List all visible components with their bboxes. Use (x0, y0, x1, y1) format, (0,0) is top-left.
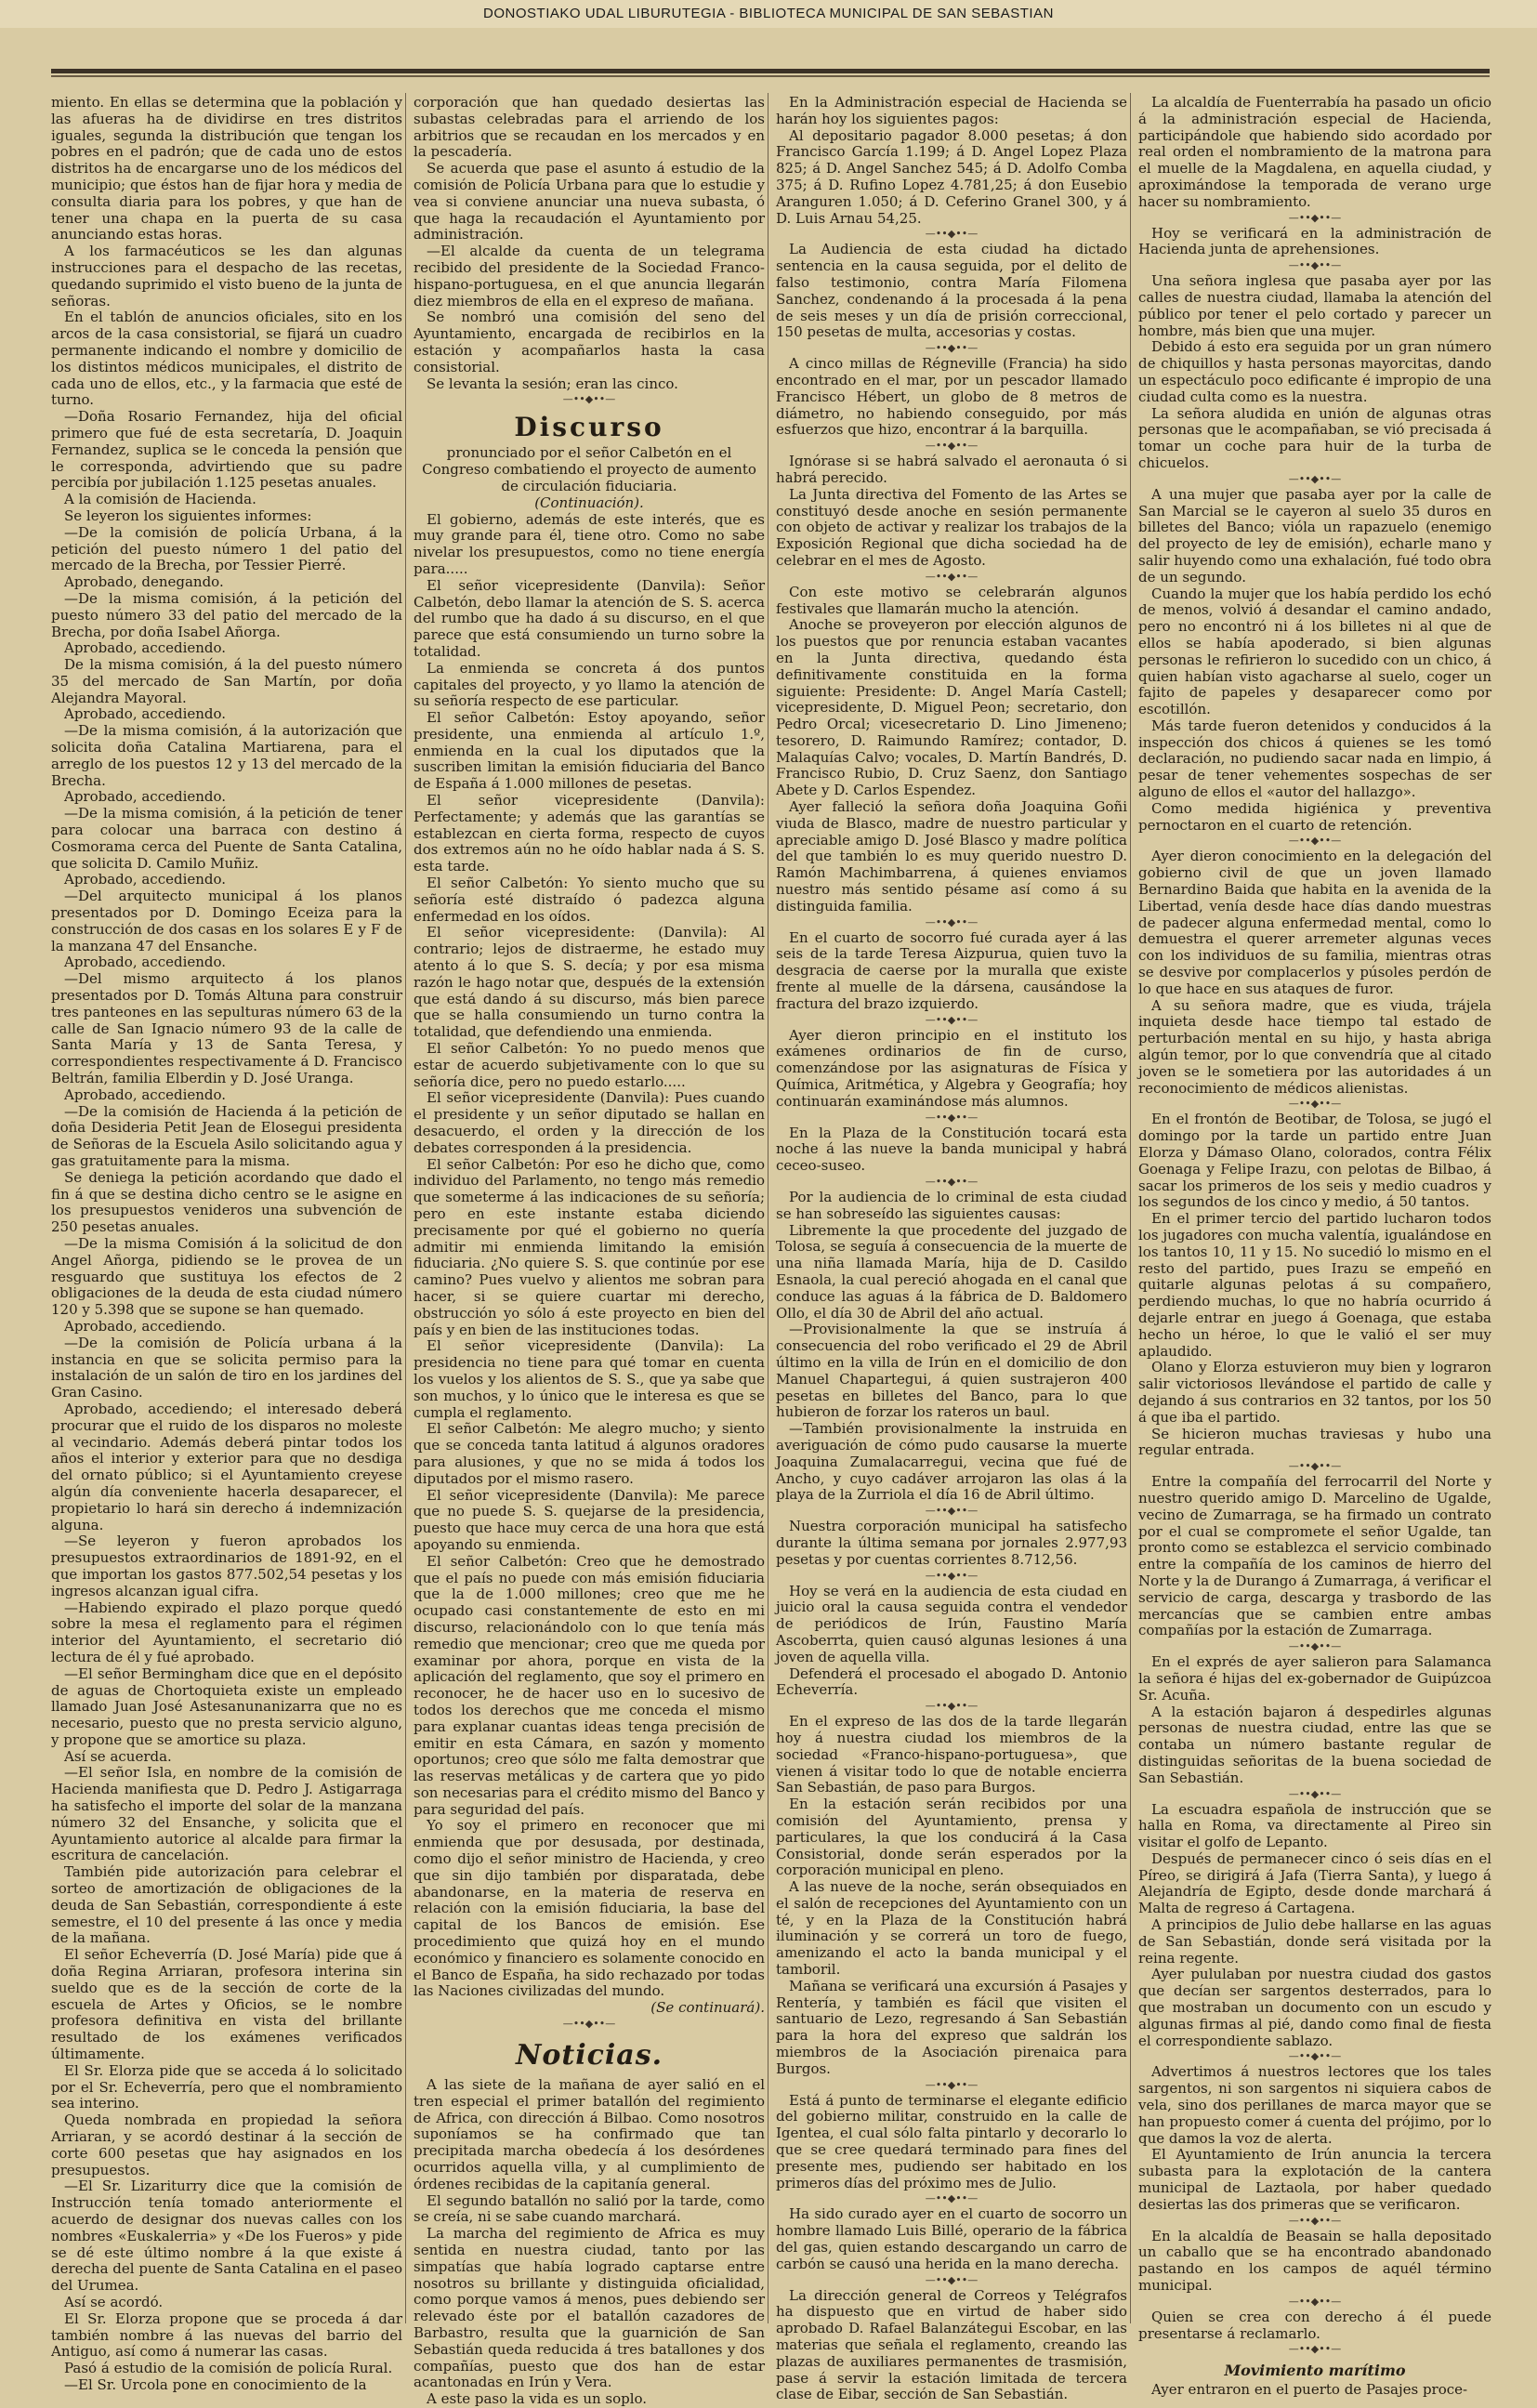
discurso-paragraph: El señor Calbetón: Me alegro mucho; y siento que se conceda tanta latitud á algunos oradores para alusiones, y que no se mida á todos los diputados por el mismo rasero. (414, 1420, 765, 1487)
item-separator: —••◆••— (925, 228, 979, 241)
discurso-paragraph: El señor vicepresidente (Danvila): Pues cuando el presidente y un señor diputado se hallan en desacuerdo, el orden y la dirección de los debates corresponden á la presidencia. (414, 1089, 765, 1156)
news-paragraph: A las siete de la mañana de ayer salió en el tren especial el primer batallón del regimiento de Africa, con dirección á Bilbao. Como nosotros suponíamos se ha confirmado que tan precipitada marcha obedecía á los desórdenes ocurridos aquella villa, y al cumplimiento de órdenes recibidas de la capitanía general. (414, 2076, 765, 2192)
article-paragraph: —De la misma Comisión á la solicitud de don Angel Añorga, pidiendo se le provea de un resguardo que sustituya los efectos de 2 obligaciones de la deuda de esta ciudad número 120 y 5.398 que se supone se han quemado. (51, 1234, 402, 1319)
news-item-paragraph: En el primer tercio del partido lucharon todos los jugadores con mucha valentía, igualándose en los tantos 10, 11 y 15. No sucedió lo mismo en el resto del partido, pues Irazu se empeñó en quitarle algunas pelotas á su compañero, perdiendo muchas, lo que no habría ocurrido á dejarle entrar en juego á Goenaga, que estaba hecho un héroe, lo que le valió el ser muy aplaudido. (1138, 1210, 1491, 1360)
news-item-paragraph: Libremente la que procedente del juzgado de Tolosa, se seguía á consecuencia de la muerte de una niña llamada María, hija de D. Casildo Esnaola, la cual pereció ahogada en el canal que conduce las aguas á la fábrica de D. Baldomero Ollo, el día 30 de Abril del año actual. (776, 1221, 1127, 1322)
news-item-paragraph: Defenderá el procesado el abogado D. Antonio Echeverría. (776, 1665, 1127, 1699)
article-paragraph: miento. En ellas se determina que la población y las afueras ha de dividirse en tres distritos iguales, segunda la distribución que tengan los pobres en el padrón; que de cada uno de estos distritos ha de encargarse uno de los médicos del municipio; que éstos han de fijar hora y media de consulta diaria para los pobres, y que han de tener una chapa en la puerta de su casa anunciando estas horas. (51, 94, 402, 243)
news-item-paragraph: En la estación serán recibidos por una comisión del Ayuntamiento, prensa y particulares, la que los conducirá á la Casa Consistorial, donde serán esperados por la corporación municipal en pleno. (776, 1796, 1127, 1879)
article-paragraph: Se deniega la petición acordando que dado el fin á que se destina dicho centro se le asigne en los presupuestos venideros una subvención de 250 pesetas anuales. (51, 1168, 402, 1236)
item-separator: —••◆••— (925, 915, 979, 928)
item-separator: —••◆••— (1288, 835, 1342, 848)
item-separator: —••◆••— (925, 1505, 979, 1518)
news-item-paragraph: La Audiencia de esta ciudad ha dictado sentencia en la causa seguida, por el delito de falso testimonio, contra María Filomena Sanchez, condenando á la procesada á la pena de seis meses y un día de prisión correccional, 150 pesetas de multa, accesorias y costas. (776, 241, 1127, 341)
discurso-paragraph: El señor Calbetón: Yo no puedo menos que estar de acuerdo subjetivamente con lo que su señoría dice, pero no puedo estarlo..... (414, 1040, 765, 1090)
article-paragraph: Así se acuerda. (64, 1747, 172, 1765)
news-item-paragraph: El Ayuntamiento de Irún anuncia la tercera subasta para la explotación de la cantera municipal de Laztaola, por haber quedado desiertas las dos primeras que se verificaron. (1138, 2146, 1491, 2213)
news-item-paragraph: Debido á esto era seguida por un gran número de chiquillos y hasta personas mayorcitas, dando un espectáculo poco edificante é impropio de una ciudad culta como es la nuestra. (1138, 338, 1491, 405)
item-separator: —••◆••— (1288, 1460, 1342, 1473)
article-paragraph: El Sr. Elorza pide que se acceda á lo solicitado por el Sr. Echeverría, pero que el nombramiento sea interino. (51, 2061, 402, 2112)
news-item-paragraph: En el cuarto de socorro fué curada ayer á las seis de la tarde Teresa Aizpurua, quien tuvo la desgracia de caerse por la muralla que existe frente al muelle de la dársena, causándose la fractura del brazo izquierdo. (776, 928, 1127, 1012)
news-item-paragraph: Cuando la mujer que los había perdido los echó de menos, volvió á desandar el camino andado, pero no encontró ni á los billetes ni al que de ellos se había apoderado, si bien algunas personas le refirieron lo sucedido con un chico, á quien habían visto agacharse al suelo, coger un fajito de papeles y desaparecer como por escotillón. (1138, 585, 1491, 718)
item-separator: —••◆••— (925, 1569, 979, 1582)
article-paragraph: —El alcalde da cuenta de un telegrama recibido del presidente de la Sociedad Franco-hispano-portuguesa, en el que anuncia llegarán diez miembros de ella en el expreso de mañana. (414, 243, 765, 309)
news-item-paragraph: En el expreso de las dos de la tarde llegarán hoy á nuestra ciudad los miembros de la sociedad «Franco-hispano-portuguesa», que vienen á visitar todo lo que de notable encierra San Sebastián, de paso para Burgos. (776, 1713, 1127, 1796)
news-item-paragraph: En el frontón de Beotibar, de Tolosa, se jugó el domingo por la tarde un partido entre Juan Elorza y Dámaso Olano, colorados, contra Félix Goenaga y Felipe Irazu, con pelotas de Bilbao, á sacar los primeros de los seis y medio cuadros y los segundos de los cinco y medio, á 50 tantos. (1138, 1111, 1491, 1211)
item-separator: —••◆••— (925, 570, 979, 583)
section-title-noticias: Noticias. (515, 2039, 663, 2072)
item-separator: —••◆••— (925, 1700, 979, 1713)
article-paragraph: Pasó á estudio de la comisión de policía Rural. (64, 2360, 393, 2377)
section-title-movimiento: Movimiento marítimo (1224, 2362, 1406, 2380)
article-paragraph: —De la misma comisión, á la autorización que solicita doña Catalina Martiarena, para el arreglo de los puestos 12 y 13 del mercado de la Brecha. (51, 722, 402, 789)
article-paragraph: Aprobado, accediendo. (64, 1086, 227, 1103)
column-2 (414, 94, 765, 2408)
news-item-paragraph: Más tarde fueron detenidos y conducidos á la inspección dos chicos á quienes se les tomó declaración, no pudiendo sacar nada en limpio, á pesar de tener vehementes sospechas de ser alguno de ellos el «autor del hallazgo». (1138, 717, 1491, 801)
item-separator: —••◆••— (562, 393, 616, 406)
news-item-paragraph: A su señora madre, que es viuda, trájela inquieta desde hace tiempo tal estado de perturbación mental en su hijo, y hasta abriga algún temor, por lo que convendría que al citado joven se le sometiera por las autoridades á un reconocimiento de médicos alienistas. (1138, 996, 1491, 1097)
column-divider (405, 93, 406, 2323)
news-item-paragraph: Ayer dieron conocimiento en la delegación del gobierno civil de que un joven llamado Bernardino Baida que habita en la avenida de la Libertad, venía desde hace días dando muestras de padecer alguna enfermedad mental, como lo demuestra el querer arremeter algunas veces con los individuos de su familia, mientras otras se desvive por complacerlos y púsoles perdón de lo que hace en sus ataques de furor. (1138, 848, 1491, 997)
article-paragraph: Aprobado, accediendo. (64, 1317, 227, 1335)
news-item-paragraph: A las nueve de la noche, serán obsequiados en el salón de recepciones del Ayuntamiento con un té, y en la Plaza de la Constitución habrá iluminación y se correrá un toro de fuego, amenizando el acto la banda municipal y el tamboril. (776, 1878, 1127, 1979)
item-separator: —••◆••— (562, 2018, 616, 2031)
article-paragraph: —Del mismo arquitecto á los planos presentados por D. Tomás Altuna para construir tres panteones en las sepulturas número 63 de la calle de San Ignacio número 93 de la calle de Santa María y 13 de Santa Teresa, y correspondientes respectivamente á D. Francisco Beltrán, familia Elberdin y D. José Uranga. (51, 970, 402, 1087)
news-item-paragraph: Mañana se verificará una excursión á Pasajes y Rentería, y también es fácil que visiten el santuario de Lezo, regresando á San Sebastián para la hora del expreso que saldrán los miembros de la Asociación pirenaica para Burgos. (776, 1977, 1127, 2077)
article-paragraph: Aprobado, accediendo. (64, 871, 227, 888)
item-separator: —••◆••— (1288, 2295, 1342, 2308)
news-item-paragraph: Quien se crea con derecho á él puede presentarse á reclamarlo. (1138, 2308, 1491, 2342)
news-item-paragraph: Por la audiencia de lo criminal de esta ciudad se han sobreseído las siguientes causas: (776, 1189, 1127, 1222)
article-paragraph: Se leyeron los siguientes informes: (64, 507, 312, 524)
news-item-paragraph: Advertimos á nuestros lectores que los tales sargentos, ni son sargentos ni siquiera cabos de vela, sino dos perillanes de marca mayor que se han propuesto comer á cuenta del prójimo, por lo que damos la voz de alerta. (1138, 2063, 1491, 2147)
item-separator: —••◆••— (1288, 1098, 1342, 1111)
news-item-paragraph: En la Plaza de la Constitución tocará esta noche á las nueve la banda municipal y habrá ceceo-suseo. (776, 1124, 1127, 1175)
news-item-paragraph: Como medida higiénica y preventiva pernoctaron en el cuarto de retención. (1138, 799, 1491, 834)
article-paragraph: —Habiendo expirado el plazo porque quedó sobre la mesa el reglamento para el régimen interior del Ayuntamiento, el secretario dió lectura de él y fué aprobado. (51, 1599, 402, 1665)
news-item-paragraph: A principios de Julio debe hallarse en las aguas de San Sebastián, donde será visitada por la reina regente. (1138, 1916, 1491, 1967)
article-paragraph: Aprobado, accediendo. (64, 788, 227, 806)
news-item-paragraph: La escuadra española de instrucción que se halla en Roma, va directamente al Pireo sin visitar el golfo de Lepanto. (1138, 1800, 1491, 1851)
news-item-paragraph: Después de permanecer cinco ó seis días en el Píreo, se dirigirá á Jafa (Tierra Santa), y luego á Alejandría de Egipto, desde donde marchará á Malta de regreso á Cartagena. (1138, 1849, 1491, 1917)
discurso-paragraph: El gobierno, además de este interés, que es muy grande para él, tiene otro. Como no sabe nivelar los presupuestos, como no tiene energía para..... (414, 510, 765, 577)
column-4 (1138, 94, 1491, 2399)
discurso-paragraph: El señor vicepresidente (Danvila): La presidencia no tiene para qué tomar en cuenta los vuelos y los alientos de S. S., que ya sabe que son muchos, y lo único que le interesa es que se cumpla el reglamento. (414, 1337, 765, 1421)
news-item-paragraph: Se hicieron muchas traviesas y hubo una regular entrada. (1138, 1425, 1491, 1459)
masthead-rule (51, 69, 1490, 73)
news-item-paragraph: A cinco millas de Régneville (Francia) ha sido encontrado en el mar, por un pescador llamado Francisco Hébert, un globo de 8 metros de diámetro, no habiendo conseguido, por más esfuerzos que hizo, encontrar á la barquilla. (776, 355, 1127, 439)
news-item-paragraph: La dirección general de Correos y Telégrafos ha dispuesto que en virtud de haber sido aprobado D. Rafael Balanzátegui Escobar, en las materias que señala el reglamento, creando las plazas de auxiliares permanentes de trasmisión, pase á servir la estación limitada de tercera clase de Eibar, sección de San Sebastián. (776, 2286, 1127, 2403)
discurso-paragraph: El señor vicepresidente: (Danvila): Al contrario; lejos de distraerme, he estado muy atento á lo que S. S. decía; y por esa misma razón le hago notar que, después de la extensión que está dando á su discurso, más bien parece que se halla consumiendo un turno contra la totalidad, que defendiendo una enmienda. (414, 924, 765, 1041)
news-item-paragraph: La Junta directiva del Fomento de las Artes se constituyó desde anoche en sesión permanente con objeto de activar y realizar los trabajos de la Exposición Regional que dicha sociedad ha de celebrar en el mes de Agosto. (776, 485, 1127, 569)
article-paragraph: Se nombró una comisión del seno del Ayuntamiento, encargada de recibirlos en la estación y acompañarlos hasta la casa consistorial. (414, 309, 765, 375)
article-paragraph: Queda nombrada en propiedad la señora Arriaran, y se acordó destinar á la sección de corte 600 pesetas que hay asignados en los presupuestos. (51, 2112, 402, 2178)
article-paragraph: —El señor Bermingham dice que en el depósito de aguas de Chortoquieta existe un empleado llamado Juan José Astesanunanizarra que no es necesario, puesto que no presta servicio alguno, y propone que se amortice su plaza. (51, 1665, 402, 1748)
news-item-paragraph: La alcaldía de Fuenterrabía ha pasado un oficio á la administración especial de Hacienda, participándole que habiendo sido acordado por real orden el nombramiento de la matrona para el muelle de la Magdalena, en aquella ciudad, y aproximándose la temporada de verano urge hacer su nombramiento. (1138, 94, 1491, 210)
article-paragraph: —De la comisión de Policía urbana á la instancia en que se solicita permiso para la instalación de un salón de tiro en los jardines del Gran Casino. (51, 1334, 402, 1401)
article-paragraph: Aprobado, accediendo. (64, 954, 227, 971)
article-paragraph: El Sr. Elorza propone que se proceda á dar también nombre á las nuevas del barrio del Antiguo, así como á numerar las casas. (51, 2309, 402, 2361)
article-paragraph: Así se acordó. (64, 2293, 164, 2310)
article-paragraph: —Doña Rosario Fernandez, hija del oficial primero que fué de esta secretaría, D. Joaquin Fernandez, suplica se le conceda la pensión que le corresponda, advirtiendo que su padre percibía por jubilación 1.125 pesetas anuales. (51, 408, 402, 492)
article-paragraph: —El señor Isla, en nombre de la comisión de Hacienda manifiesta que D. Pedro J. Astigarraga ha satisfecho el importe del solar de la manzana número 32 del Ensanche, y solicita que el Ayuntamiento autorice al alcalde para firmar la escritura de cancelación. (51, 1764, 402, 1864)
article-paragraph: —Se leyeron y fueron aprobados los presupuestos extraordinarios de 1891-92, en el que importan los gastos 877.502,54 pesetas y los ingresos alcanzan igual cifra. (51, 1533, 402, 1599)
news-item-paragraph: —También provisionalmente la instruida en averiguación de cómo pudo causarse la muerte Joaquina Zumalacarregui, vecina que fué de Ancho, y cuyo cadáver arrojaron las olas á la playa de la Zurriola el día 16 de Abril último. (776, 1420, 1127, 1504)
item-separator: —••◆••— (925, 2192, 979, 2205)
discurso-paragraph: El señor vicepresidente (Danvila): Me parece que no puede S. S. quejarse de la presidencia, puesto que hace muy cerca de una hora que está apoyando su enmienda. (414, 1486, 765, 1553)
article-paragraph: A los farmacéuticos se les dan algunas instrucciones para el despacho de las recetas, quedando suprimido el visto bueno de la junta de señoras. (51, 243, 402, 309)
news-item-paragraph: Ignórase si se habrá salvado el aeronauta ó si habrá perecido. (776, 453, 1127, 486)
news-item-paragraph: Entre la compañía del ferrocarril del Norte y nuestro querido amigo D. Marcelino de Ugalde, vecino de Zumarraga, se ha firmado un contrato por el cual se compromete el señor Ugalde, tan pronto como se establezca el servicio combinado entre la compañía de los caminos de hierro del Norte y la de Durango á Zumarraga, á verificar el servicio de carga, descarga y trasbordo de las mercancías que se cambien entre ambas compañías por la estación de Zumarraga. (1138, 1473, 1491, 1639)
news-item-paragraph: Al depositario pagador 8.000 pesetas; á don Francisco García 1.199; á D. Angel Lopez Plaza 825; á D. Angel Sanchez 545; á D. Adolfo Comba 375; á D. Rufino Lopez 4.781,25; á don Eusebio Aranguren 1.050; á D. Ceferino Granel 300, y á D. Luis Arnau 54,25. (776, 126, 1127, 227)
article-paragraph: —De la comisión de Hacienda á la petición de doña Desideria Petit Jean de Elosegui presidenta de Señoras de la Escuela Asilo solicitando agua y gas gratuitamente para la misma. (51, 1102, 402, 1169)
article-paragraph: —De la misma comisión, á la petición de tener para colocar una barraca con destino á Cosmorama cerca del Puente de Santa Catalina, que solicita D. Camilo Muñiz. (51, 805, 402, 872)
news-paragraph: El segundo batallón no salió por la tarde, como se creía, ni se sabe cuando marchará. (414, 2191, 765, 2226)
news-item-paragraph: Con este motivo se celebrarán algunos festivales que llamarán mucho la atención. (776, 583, 1127, 617)
item-separator: —••◆••— (925, 2273, 979, 2286)
column-3 (776, 94, 1127, 2403)
article-paragraph: Se acuerda que pase el asunto á estudio de la comisión de Policía Urbana para que lo estudie y vea si conviene anunciar una nueva subasta, ó que haga la recaudación el Ayuntamiento por administración. (414, 160, 765, 243)
column-1 (51, 94, 402, 2393)
item-separator: —••◆••— (925, 2078, 979, 2091)
news-item-paragraph: Anoche se proveyeron por elección algunos de los puestos que por renuncia estaban vacantes en la Junta directiva, quedando ésta definitivamente constituida en la forma siguiente: Presidente: D. Angel María Castell; vicepresidente, D. Miguel Peon; secretario, don Pedro Orcal; vicesecretario D. Lino Jimeneno; tesorero, D. Raimundo Ramírez; contador, D. Malaquías Calvo; vocales, D. Martín Bandrés, D. Francisco Rubio, D. Cruz Saenz, don Santiago Abete y D. Carlos Espendez. (776, 616, 1127, 799)
news-item-paragraph: Una señora inglesa que pasaba ayer por las calles de nuestra ciudad, llamaba la atención del público por tener el pelo cortado y parecer un hombre, más bien que una mujer. (1138, 272, 1491, 339)
article-paragraph: De la misma comisión, á la del puesto número 35 del mercado de San Martín, por doña Alejandra Mayoral. (51, 656, 402, 706)
item-separator: —••◆••— (925, 1013, 979, 1026)
item-separator: —••◆••— (1288, 2214, 1342, 2227)
to-be-continued-note: (Se continuará). (650, 1999, 765, 2017)
item-separator: —••◆••— (1288, 259, 1342, 272)
news-item-paragraph: Ayer dieron principio en el instituto los exámenes ordinarios de fin de curso, comenzándose por las asignaturas de Física y Química, Aritmética, y Algebra y Geografía; hoy continuarán examinándose más alumnos. (776, 1026, 1127, 1110)
news-paragraph: La marcha del regimiento de Africa es muy sentida en nuestra ciudad, tanto por las simpatías que había logrado captarse entre nosotros su brillante y distinguida oficialidad, como porque vamos á menos, pues debiendo ser relevado éste por el batallón cazadores de Barbastro, resulta que la guarnición de San Sebastián queda reducida á tres batallones y dos compañías, puesto que dos han de estar acantonadas en Irún y Vera. (414, 2225, 765, 2391)
news-item-paragraph: Nuestra corporación municipal ha satisfecho durante la última semana por jornales 2.977,93 pesetas y por cuentas corrientes 8.712,56. (776, 1518, 1127, 1568)
column-divider (1130, 93, 1131, 2323)
item-separator: —••◆••— (925, 342, 979, 355)
item-separator: —••◆••— (1288, 1787, 1342, 1800)
article-paragraph: En el tablón de anuncios oficiales, sito en los arcos de la casa consistorial, se fijará un cuadro permanente indicando el nombre y domicilio de los distintos médicos municipales, el distrito de cada uno de ellos, etc., y la farmacia que esté de turno. (51, 309, 402, 409)
news-item-paragraph: Ayer pululaban por nuestra ciudad dos gastos que decían ser sargentos desterrados, para lo que mostraban un documento con un escudo y algunas firmas al pié, dando como final de fiesta el correspondiente sablazo. (1138, 1966, 1491, 2049)
discurso-paragraph: Yo soy el primero en reconocer que mi enmienda que por desusada, por destinada, como dijo el señor ministro de Hacienda, y creo que sin dijo también por disparatada, debe abandonarse, en la materia de reserva en relación con la emisión fiduciaria, la base del capital de los Bancos de emisión. Ese procedimiento que quizá hoy en el mundo económico y financiero es solamente conocido en el Banco de España, ha sido rechazado por todas las Naciones civilizadas del mundo. (414, 1817, 765, 2000)
news-item-paragraph: Ha sido curado ayer en el cuarto de socorro un hombre llamado Luis Billé, operario de la fábrica del gas, quien estando descargando un carro de carbón se causó una herida en la mano derecha. (776, 2205, 1127, 2272)
archive-header: DONOSTIAKO UDAL LIBURUTEGIA - BIBLIOTECA MUNICIPAL DE SAN SEBASTIAN (0, 0, 1537, 28)
news-item-paragraph: A una mujer que pasaba ayer por la calle de San Marcial se le cayeron al suelo 35 duros en billetes del Banco; vióla un rapazuelo (enemigo del proyecto de ley de emisión), echarle mano y salir huyendo como una exhalación, fué todo obra de un segundo. (1138, 485, 1491, 586)
item-separator: —••◆••— (1288, 472, 1342, 485)
item-separator: —••◆••— (1288, 1640, 1342, 1653)
discurso-paragraph: El señor vicepresidente (Danvila): Señor Calbetón, debo llamar la atención de S. S. acerca del rumbo que ha dado á su discurso, en el que parece que está consumiendo un turno sobre la totalidad. (414, 576, 765, 660)
article-paragraph: Aprobado, accediendo; el interesado deberá procurar que el ruido de los disparos no moleste al vecindario. Además deberá pintar todos los años el interior y exterior para que no desdiga del ornato público; si el Ayuntamiento creyese algún día conveniente hacerla desaparecer, el propietario lo hará sin derecho á indemnización alguna. (51, 1400, 402, 1533)
discurso-paragraph: El señor Calbetón: Creo que he demostrado que el país no puede con más emisión fiduciaria que la de 1.000 millones; creo que me he ocupado casi constantemente de esto en mi discurso, relacionándolo con lo que tenía más remedio que mencionar; creo que me queda por examinar por ahora, porque en vista de la aplicación del reglamento, que soy el primero en reconocer, he de hacer uso en lo sucesivo de todos los derechos que me conceda el mismo para explanar cuantas ideas tenga precisión de emitir en esta Cámara, en sazón y momento oportunos; creo que sólo me falta demostrar que las reservas metálicas y de cartera que yo pido son necesarias para el crédito mismo del Banco y para seguridad del país. (414, 1552, 765, 1818)
masthead-rule-thin (51, 75, 1490, 77)
item-separator: —••◆••— (1288, 211, 1342, 224)
article-paragraph: Se levanta la sesión; eran las cinco. (427, 375, 678, 392)
news-item-paragraph: Ayer entraron en el puerto de Pasajes proce- (1151, 2381, 1468, 2399)
news-item-paragraph: En la alcaldía de Beasain se halla depositado un caballo que se ha encontrado abandonado pastando en los campos de aquél término municipal. (1138, 2227, 1491, 2295)
news-item-paragraph: Hoy se verificará en la administración de Hacienda junta de aprehensiones. (1138, 224, 1491, 258)
news-item-paragraph: Está á punto de terminarse el elegante edificio del gobierno militar, construido en la calle de Igentea, el cual sólo falta pintarlo y decorarlo lo que se cree quedará terminado para fines del presente mes, pudiendo ser habitado en los primeros días del próximo mes de Julio. (776, 2091, 1127, 2191)
news-item-paragraph: En la Administración especial de Hacienda se harán hoy los siguientes pagos: (776, 94, 1127, 127)
discurso-paragraph: El señor Calbetón: Estoy apoyando, señor presidente, una enmienda al artículo 1.º, enmienda en la cual los diputados que la suscriben limitan la emisión fiduciaria del Banco de España á 1.000 millones de pesetas. (414, 709, 765, 793)
item-separator: —••◆••— (925, 1176, 979, 1189)
news-item-paragraph: Hoy se verá en la audiencia de esta ciudad en juicio oral la causa seguida contra el vendedor de periódicos de Irún, Faustino María Ascoberrta, quien causó algunas lesiones á una joven de aquella villa. (776, 1582, 1127, 1665)
discurso-paragraph: La enmienda se concreta á dos puntos capitales del proyecto, y yo llamo la atención de su señoría respecto de ese particular. (414, 659, 765, 710)
article-paragraph: —Del arquitecto municipal á los planos presentados por D. Domingo Eceiza para la construcción de dos casas en los solares E y F de la manzana 47 del Ensanche. (51, 888, 402, 954)
article-paragraph: —De la misma comisión, á la petición del puesto número 33 del patio del mercado de la Brecha, por doña Isabel Añorga. (51, 589, 402, 640)
news-item-paragraph: En el exprés de ayer salieron para Salamanca la señora é hijas del ex-gobernador de Guipúzcoa Sr. Acuña. (1138, 1653, 1491, 1704)
section-title-discurso: Discurso (514, 412, 664, 443)
discurso-paragraph: El señor vicepresidente (Danvila): Perfectamente; y además que las garantías se establezcan en cierta forma, respecto de cuyos dos extremos aún no he oído hablar nada á S. S. esta tarde. (414, 792, 765, 875)
news-item-paragraph: Ayer falleció la señora doña Joaquina Goñi viuda de Blasco, madre de nuestro particular y apreciable amigo D. José Blasco y madre política del que también lo es muy querido nuestro D. Ramón Machimbarrena, á quienes enviamos nuestro más sentido pésame así como á su distinguida familia. (776, 798, 1127, 915)
article-paragraph: —El Sr. Lizariturry dice que la comisión de Instrucción tenía tomado anteriormente el acuerdo de designar dos nuevas calles con los nombres «Euskalerria» y «De los Fueros» y pide se dé este último nombre á la que existe á derecha del puente de Santa Catalina en el paseo del Urumea. (51, 2178, 402, 2295)
article-paragraph: El señor Echeverría (D. José María) pide que á doña Regina Arriaran, profesora interina sin sueldo que es de la sección de corte de la escuela de Artes y Oficios, se le nombre profesora definitiva en vista del brillante resultado de los exámenes verificados últimamente. (51, 1946, 402, 2063)
article-paragraph: Aprobado, denegando. (64, 573, 224, 591)
article-paragraph: —El Sr. Urcola pone en conocimiento de la (64, 2375, 367, 2393)
news-item-paragraph: —Provisionalmente la que se instruía á consecuencia del robo verificado el 29 de Abril último en la villa de Irún en el domicilio de don Manuel Chapartegui, á quien sustrajeron 400 pesetas en billetes del Banco, para lo que hubieron de forzar los rateros un baul. (776, 1321, 1127, 1421)
article-paragraph: —De la comisión de policía Urbana, á la petición del puesto número 1 del patio del mercado de la Brecha, por Tessier Pierré. (51, 523, 402, 574)
discurso-subtitle: pronunciado por el señor Calbetón en el Congreso combatiendo el proyecto de aumento de circulación fiduciaria. (422, 444, 756, 494)
item-separator: —••◆••— (925, 1111, 979, 1124)
news-item-paragraph: Olano y Elorza estuvieron muy bien y lograron salir victoriosos llevándose el partido de calle y dejando á sus contrarios en 32 tantos, por los 50 á que iba el partido. (1138, 1359, 1491, 1426)
article-paragraph: Aprobado, accediendo. (64, 705, 227, 723)
continuation-note: (Continuación). (534, 493, 644, 511)
item-separator: —••◆••— (925, 440, 979, 453)
discurso-paragraph: El señor Calbetón: Por eso he dicho que, como individuo del Parlamento, no tengo más remedio que someterme á las indicaciones de su señoría; pero en este instante estaba diciendo precisamente por qué el gobierno no quería admitir mi enmienda limitando la emisión fiduciaria. ¿No quiere S. S. que continúe por ese camino? Pues vuelvo y alientos me sobran para hacer, si se quiere cuartar mi derecho, obstrucción yo sólo á este proyecto en bien del país y en bien de las instituciones todas. (414, 1155, 765, 1338)
article-paragraph: También pide autorización para celebrar el sorteo de amortización de obligaciones de la deuda de San Sebastián, correspondiente á este semestre, el 10 del presente á las once y media de la mañana. (51, 1863, 402, 1947)
item-separator: —••◆••— (1288, 2343, 1342, 2356)
article-paragraph: Aprobado, accediendo. (64, 639, 227, 657)
news-item-paragraph: A la estación bajaron á despedirles algunas personas de nuestra ciudad, entre las que se contaba un número bastante regular de distinguidas señoritas de la buena sociedad de San Sebastián. (1138, 1703, 1491, 1786)
news-paragraph: A este paso la vida es un soplo. (427, 2390, 648, 2408)
article-paragraph: A la comisión de Hacienda. (64, 491, 256, 508)
item-separator: —••◆••— (1288, 2050, 1342, 2063)
article-paragraph: corporación que han quedado desiertas las subastas celebradas para el arriendo de los arbitrios que se recaudan en los mercados y en la pescadería. (414, 94, 765, 161)
news-item-paragraph: La señora aludida en unión de algunas otras personas que le acompañaban, se vió precisada á tomar un coche para huir de la turba de chicuelos. (1138, 404, 1491, 471)
discurso-paragraph: El señor Calbetón: Yo siento mucho que su señoría esté distraído ó padezca alguna enfermedad en los oídos. (414, 875, 765, 925)
